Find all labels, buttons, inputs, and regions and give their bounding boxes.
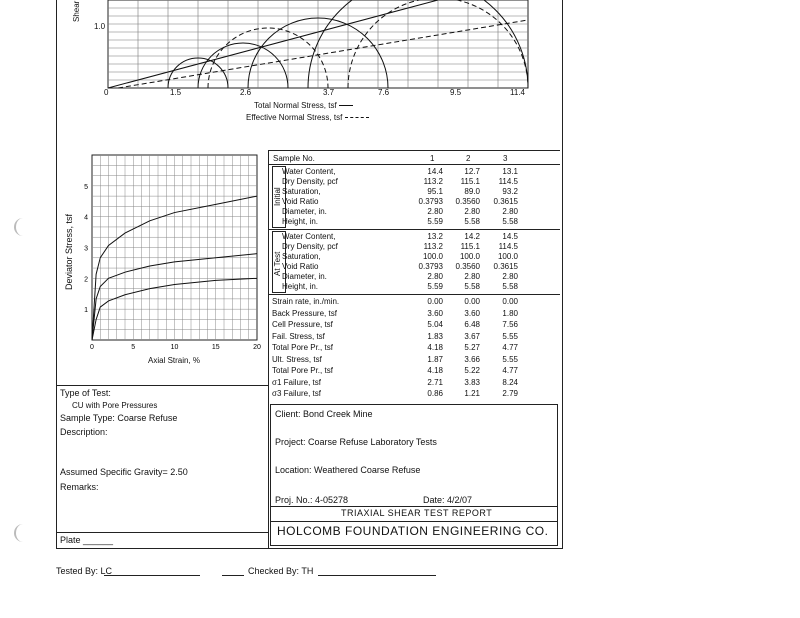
table-row	[268, 320, 558, 330]
row-value: 5.27	[464, 343, 480, 352]
mohr-xtick: 3.7	[323, 88, 335, 97]
table-top-rule	[268, 150, 560, 151]
row-label: Height, in.	[282, 282, 319, 291]
row-value: 2.80	[464, 272, 480, 281]
row-value: 3.60	[464, 308, 480, 318]
row-value: 0.3793	[418, 197, 443, 206]
specific-gravity: Assumed Specific Gravity= 2.50	[60, 467, 188, 477]
legend-effective	[246, 113, 369, 122]
company-rule	[271, 521, 557, 522]
row-value: 1.87	[427, 354, 443, 364]
row-value: 5.58	[464, 217, 480, 226]
row-value: 14.5	[502, 232, 518, 241]
tested-by-line	[104, 575, 200, 576]
row-label: Water Content,	[282, 232, 336, 241]
row-value: 5.58	[502, 282, 518, 291]
table-header-col: 3	[503, 154, 508, 163]
legend-total-label: Total Normal Stress, tsf	[254, 101, 337, 110]
row-value: 0.3615	[493, 197, 518, 206]
group-rule	[268, 229, 560, 230]
row-value: 2.80	[502, 207, 518, 216]
row-value: 1.21	[464, 389, 480, 398]
y-tick-label: 3	[84, 245, 88, 253]
row-label: Ult. Stress, tsf	[272, 354, 322, 364]
row-value: 14.2	[464, 232, 480, 241]
left-divider	[56, 385, 268, 386]
mohr-xtick: 9.5	[450, 88, 462, 97]
table-row	[268, 282, 558, 292]
table-row	[268, 272, 558, 282]
location: Location: Weathered Coarse Refuse	[275, 465, 421, 475]
row-value: 2.71	[427, 377, 443, 387]
table-row	[268, 378, 558, 388]
plate: Plate ______	[60, 535, 114, 545]
client: Client: Bond Creek Mine	[275, 409, 373, 419]
row-label: Total Pore Pr., tsf	[272, 366, 333, 375]
row-value: 2.80	[427, 272, 443, 281]
row-value: 89.0	[464, 187, 480, 196]
row-value: 0.86	[427, 389, 443, 398]
mohr-xtick: 1.5	[170, 88, 182, 97]
row-label: Total Pore Pr., tsf	[272, 343, 333, 352]
row-label: Back Pressure, tsf	[272, 308, 337, 318]
table-row	[268, 207, 558, 217]
table-header-col: 2	[466, 154, 471, 163]
row-label: Strain rate, in./min.	[272, 297, 340, 306]
row-value: 5.55	[502, 354, 518, 364]
row-value: 12.7	[464, 167, 480, 176]
punch-hole-mark	[14, 524, 30, 542]
table-header-label: Sample No.	[273, 154, 315, 163]
row-value: 5.04	[427, 320, 443, 329]
test-rows	[268, 232, 560, 294]
row-value: 2.79	[502, 389, 518, 398]
remarks: Remarks:	[60, 482, 99, 492]
row-value: 95.1	[427, 187, 443, 196]
row-value: 0.3793	[418, 262, 443, 271]
row-value: 8.24	[502, 377, 518, 387]
row-value: 6.48	[464, 320, 480, 329]
row-label: Void Ratio	[282, 197, 319, 206]
row-value: 3.60	[427, 308, 443, 318]
row-value: 5.22	[464, 366, 480, 375]
row-label: Saturation,	[282, 187, 321, 196]
row-value: 115.1	[460, 242, 480, 251]
row-value: 13.1	[502, 167, 518, 176]
proj-no: Proj. No.: 4-05278	[275, 495, 349, 505]
row-value: 5.59	[427, 282, 443, 291]
row-label: Diameter, in.	[282, 207, 327, 216]
y-tick-label: 5	[84, 183, 88, 191]
row-label: Water Content,	[282, 167, 336, 176]
row-label: Diameter, in.	[282, 272, 327, 281]
row-value: 100.0	[497, 252, 518, 261]
company-name: HOLCOMB FOUNDATION ENGINEERING CO.	[277, 524, 549, 538]
row-value: 0.3560	[455, 197, 480, 206]
table-row	[268, 217, 558, 227]
stress-strain-chart	[60, 150, 270, 375]
row-value: 7.56	[502, 320, 518, 329]
row-label: Dry Density, pcf	[282, 177, 338, 186]
table-row	[268, 197, 558, 207]
row-value: 100.0	[459, 252, 480, 261]
x-tick-label: 15	[211, 344, 220, 351]
report-rule	[271, 506, 557, 507]
left-bottom-rule	[56, 532, 268, 533]
row-value: 13.2	[427, 232, 443, 241]
row-label: Fail. Stress, tsf	[272, 331, 325, 341]
table-row	[268, 355, 558, 365]
row-value: 3.83	[464, 377, 480, 387]
table-row	[268, 366, 558, 376]
row-label: σ3 Failure, tsf	[272, 389, 321, 398]
checked-by-line	[318, 575, 436, 576]
x-tick-label: 0	[90, 344, 94, 351]
mohr-xtick: 7.6	[378, 88, 390, 97]
row-value: 113.2	[423, 177, 443, 186]
row-value: 93.2	[502, 187, 518, 196]
row-label: Saturation,	[282, 252, 321, 261]
row-value: 114.5	[498, 177, 518, 186]
chart-xlabel: Axial Strain, %	[148, 356, 201, 365]
chart-ylabel: Deviator Stress, tsf	[64, 213, 74, 290]
mohr-plot	[108, 0, 528, 90]
x-tick-label: 20	[253, 344, 261, 351]
row-value: 5.59	[427, 217, 443, 226]
row-value: 0.00	[502, 297, 518, 306]
y-tick-label: 1	[84, 307, 88, 315]
row-value: 113.2	[423, 242, 443, 251]
center-divider	[268, 150, 269, 548]
row-label: Dry Density, pcf	[282, 242, 338, 251]
row-value: 114.5	[498, 242, 518, 251]
table-row	[268, 297, 558, 307]
table-row	[268, 309, 558, 319]
row-label: Height, in.	[282, 217, 319, 226]
mohr-chart	[70, 0, 540, 125]
row-value: 1.80	[502, 308, 518, 318]
row-value: 2.80	[502, 272, 518, 281]
type-of-test-value: CU with Pore Pressures	[72, 401, 158, 410]
row-value: 0.3560	[455, 262, 480, 271]
tested-by: Tested By: LC	[56, 566, 113, 576]
checked-by: Checked By: TH	[248, 566, 314, 576]
row-label: Void Ratio	[282, 262, 319, 271]
row-value: 2.80	[427, 207, 443, 216]
project: Project: Coarse Refuse Laboratory Tests	[275, 437, 437, 447]
group-rule	[268, 294, 560, 295]
table-header-col: 1	[430, 154, 435, 163]
at-test-group-label: At Test	[273, 251, 282, 276]
mohr-ytick: 1.0	[94, 22, 106, 31]
mohr-xtick: 0	[104, 88, 109, 97]
y-tick-label: 4	[84, 214, 88, 222]
y-tick-label: 2	[84, 276, 88, 284]
row-value: 4.77	[502, 366, 518, 375]
x-tick-label: 10	[170, 344, 179, 351]
row-value: 0.00	[464, 297, 480, 306]
row-value: 2.80	[464, 207, 480, 216]
punch-hole-mark	[14, 218, 30, 236]
header-rule	[268, 164, 560, 165]
other-rows	[268, 297, 560, 401]
data-table	[268, 150, 560, 403]
initial-rows	[268, 167, 560, 229]
legend-total	[254, 101, 353, 110]
date: Date: 4/2/07	[423, 495, 473, 505]
table-row	[268, 343, 558, 353]
table-row	[268, 177, 558, 187]
table-row	[268, 187, 558, 197]
mohr-xtick: 11.4	[510, 88, 525, 97]
table-row	[268, 262, 558, 272]
legend-effective-label: Effective Normal Stress, tsf	[246, 113, 343, 122]
project-info-box	[270, 404, 558, 546]
row-value: 0.3615	[493, 262, 518, 271]
row-value: 1.83	[427, 331, 443, 341]
row-value: 4.18	[427, 343, 443, 352]
row-label: Cell Pressure, tsf	[272, 320, 333, 329]
mohr-ylabel: Shear	[72, 0, 81, 22]
row-value: 5.58	[464, 282, 480, 291]
mohr-xtick: 2.6	[240, 88, 252, 97]
table-row	[268, 232, 558, 242]
row-value: 14.4	[427, 167, 443, 176]
row-value: 3.66	[464, 354, 480, 364]
table-row	[268, 389, 558, 399]
row-value: 4.18	[427, 366, 443, 375]
initial-group-label: Initial	[273, 187, 282, 206]
report-title: TRIAXIAL SHEAR TEST REPORT	[341, 508, 493, 518]
table-row	[268, 242, 558, 252]
table-row	[268, 332, 558, 342]
row-value: 3.67	[464, 331, 480, 341]
table-row	[268, 167, 558, 177]
description: Description:	[60, 427, 108, 437]
table-row	[268, 252, 558, 262]
stress-strain-plot	[84, 155, 261, 351]
row-value: 100.0	[422, 252, 443, 261]
checked-by-dash	[222, 575, 244, 576]
row-value: 115.1	[460, 177, 480, 186]
sample-type: Sample Type: Coarse Refuse	[60, 413, 178, 423]
row-label: σ1 Failure, tsf	[272, 377, 321, 387]
row-value: 4.77	[502, 343, 518, 352]
row-value: 5.58	[502, 217, 518, 226]
row-value: 5.55	[502, 331, 518, 341]
x-tick-label: 5	[131, 344, 136, 351]
type-of-test-label: Type of Test:	[60, 388, 111, 398]
row-value: 0.00	[427, 297, 443, 306]
